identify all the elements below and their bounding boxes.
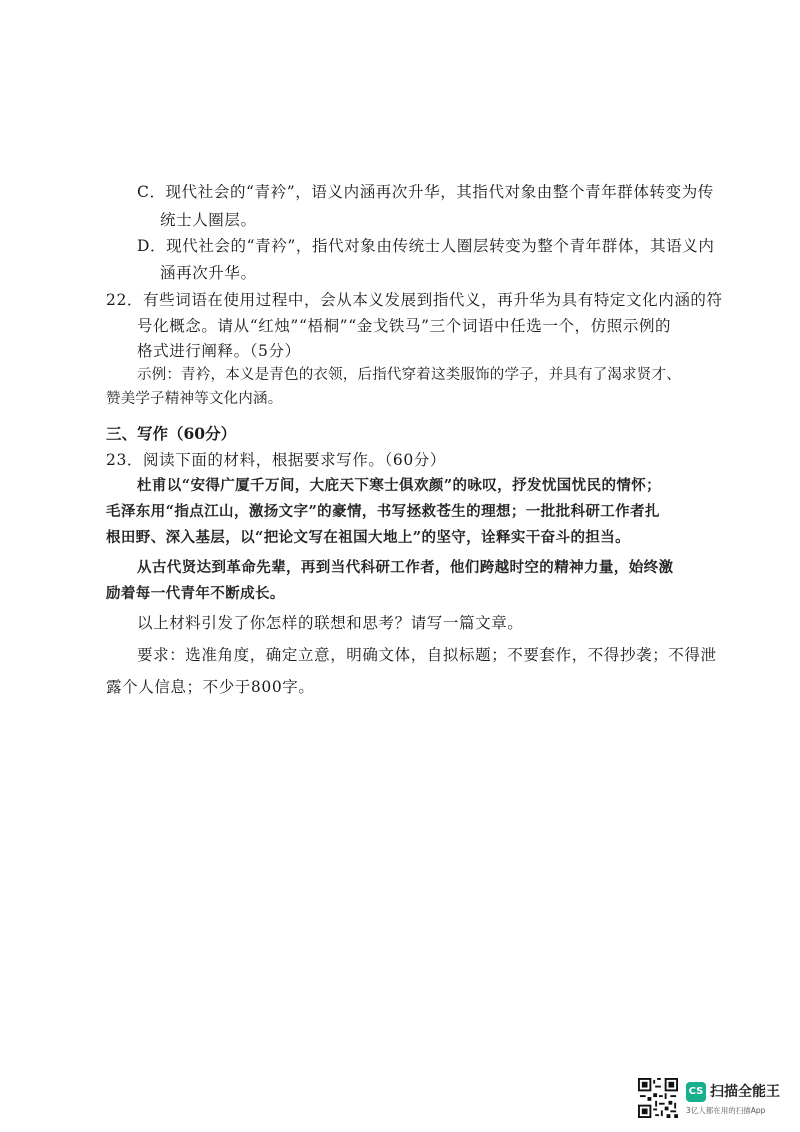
scanner-tagline: 3亿人都在用的扫描App [686, 1106, 766, 1115]
question-22-line1: 22．有些词语在使用过程中，会从本义发展到指代义，再升华为具有特定文化内涵的符 [106, 291, 723, 309]
option-d-line2: 涵再次升华。 [160, 264, 257, 282]
question-23-paragraph2-line1: 从古代贤达到革命先辈，再到当代科研工作者，他们跨越时空的精神力量，始终激 [137, 559, 674, 576]
question-22-line3: 格式进行阐释。（5分） [137, 342, 301, 360]
option-d-line1: D．现代社会的“青衿”，指代对象由传统士人圈层转变为整个青年群体，其语义内 [137, 237, 715, 255]
camscanner-logo-icon: CS [686, 1082, 706, 1102]
question-23-requirements-line1: 要求：选准角度，确定立意，明确文体，自拟标题；不要套作，不得抄袭；不得泄 [137, 646, 717, 664]
scanner-brand-name: 扫描全能王 [710, 1084, 780, 1100]
question-22-example-line1: 示例：青衿，本义是青色的衣领，后指代穿着这类服饰的学子，并具有了渴求贤才、 [137, 367, 681, 383]
question-22-line2: 号化概念。请从“红烛”“梧桐”“金戈铁马”三个词语中任选一个，仿照示例的 [137, 317, 672, 335]
option-c-line1: C．现代社会的“青衿”，语义内涵再次升华，其指代对象由整个青年群体转变为传 [137, 183, 714, 201]
qr-code-icon [638, 1078, 678, 1118]
section-3-heading: 三、写作（60分） [106, 424, 237, 443]
question-23-line1: 23．阅读下面的材料，根据要求写作。（60分） [106, 451, 446, 469]
option-c-line2: 统士人圈层。 [160, 211, 257, 229]
scanner-watermark [638, 1076, 788, 1120]
question-23-prompt: 以上材料引发了你怎样的联想和思考？请写一篇文章。 [137, 614, 524, 632]
question-23-paragraph1-line1: 杜甫以“安得广厦千万间，大庇天下寒士俱欢颜”的咏叹，抒发忧国忧民的情怀； [137, 477, 662, 494]
question-23-paragraph1-line2: 毛泽东用“指点江山，激扬文字”的豪情，书写拯救苍生的理想；一批批科研工作者扎 [106, 503, 660, 520]
question-23-paragraph2-line2: 励着每一代青年不断成长。 [106, 585, 285, 602]
question-22-example-line2: 赞美学子精神等文化内涵。 [106, 391, 283, 407]
question-23-requirements-line2: 露个人信息；不少于800字。 [106, 678, 315, 696]
question-23-paragraph1-line3: 根田野、深入基层，以“把论文写在祖国大地上”的坚守，诠释实干奋斗的担当。 [106, 529, 631, 546]
